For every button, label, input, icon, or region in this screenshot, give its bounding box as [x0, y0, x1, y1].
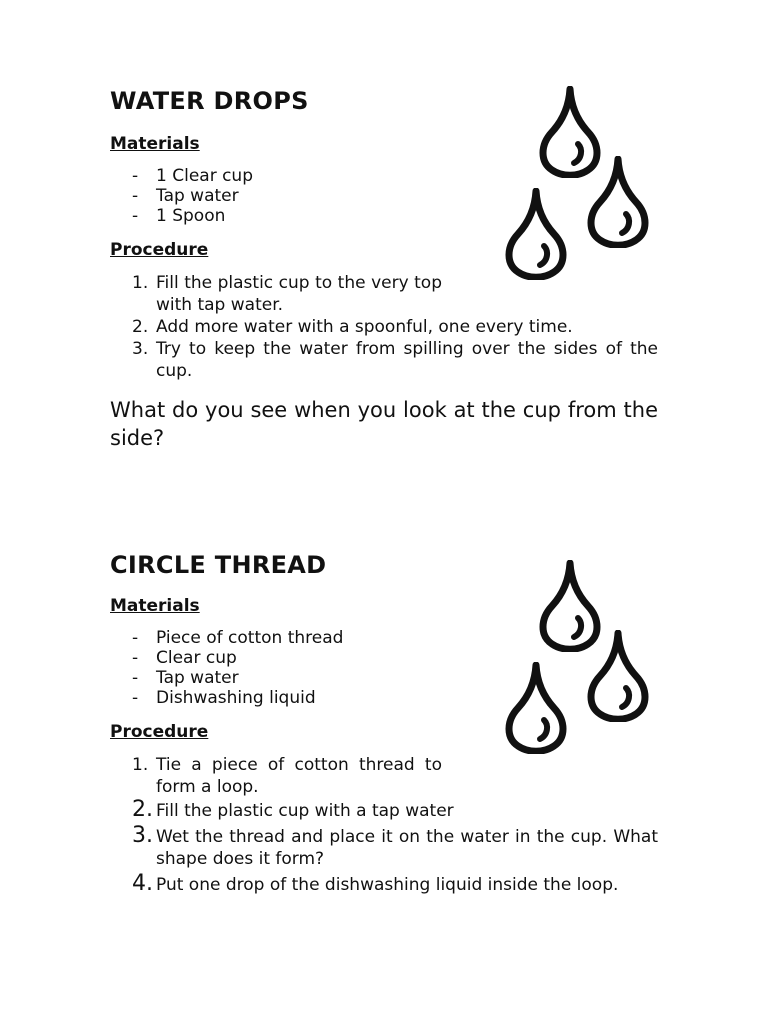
- step-text: Fill the plastic cup to the very top with tap water.: [156, 273, 442, 315]
- water-drops-icon: [500, 86, 660, 286]
- list-item: [110, 754, 442, 798]
- list-item: [110, 338, 658, 382]
- list-item: - Tap water: [110, 668, 658, 688]
- step-number: 4.: [132, 871, 153, 896]
- step-text: Add more water with a spoonful, one every time.: [156, 317, 573, 337]
- drop-icon: [504, 188, 568, 280]
- step-number: 2.: [132, 317, 149, 337]
- step-number: 3.: [132, 339, 149, 359]
- step-number: 2.: [132, 797, 153, 822]
- list-item: - Piece of cotton thread: [110, 628, 658, 648]
- question-text: What do you see when you look at the cup from the side?: [110, 398, 658, 450]
- materials-heading: Materials: [110, 134, 200, 154]
- step-text: Tie a piece of cotton thread to form a loop.: [156, 755, 442, 797]
- list-item: [110, 316, 658, 338]
- water-drops-icon: [500, 560, 660, 760]
- step-number: 1.: [132, 273, 149, 293]
- step-number: 1.: [132, 755, 149, 775]
- list-item: - 1 Clear cup: [110, 166, 658, 186]
- drop-icon: [586, 156, 650, 248]
- list-item: [110, 797, 658, 822]
- materials-heading: Materials: [110, 596, 200, 616]
- list-item: - Clear cup: [110, 648, 658, 668]
- list-item: - Dishwashing liquid: [110, 688, 658, 708]
- step-text: Fill the plastic cup with a tap water: [156, 801, 454, 821]
- section-title: CIRCLE THREAD: [110, 551, 327, 579]
- section-title: WATER DROPS: [110, 87, 309, 115]
- list-item: [110, 272, 442, 316]
- step-number: 3.: [132, 823, 153, 848]
- procedure-list: [110, 754, 658, 896]
- list-item: - 1 Spoon: [110, 206, 658, 226]
- procedure-list: [110, 272, 658, 382]
- step-text: Try to keep the water from spilling over the sides of the cup.: [156, 339, 658, 381]
- step-text: Put one drop of the dishwashing liquid inside the loop.: [156, 875, 619, 895]
- list-item: - Tap water: [110, 186, 658, 206]
- list-item: [110, 823, 658, 870]
- step-text: Wet the thread and place it on the water in the cup. What shape does it form?: [156, 827, 658, 869]
- drop-icon: [586, 630, 650, 722]
- drop-icon: [504, 662, 568, 754]
- procedure-heading: Procedure: [110, 240, 209, 260]
- list-item: [110, 871, 658, 896]
- procedure-heading: Procedure: [110, 722, 209, 742]
